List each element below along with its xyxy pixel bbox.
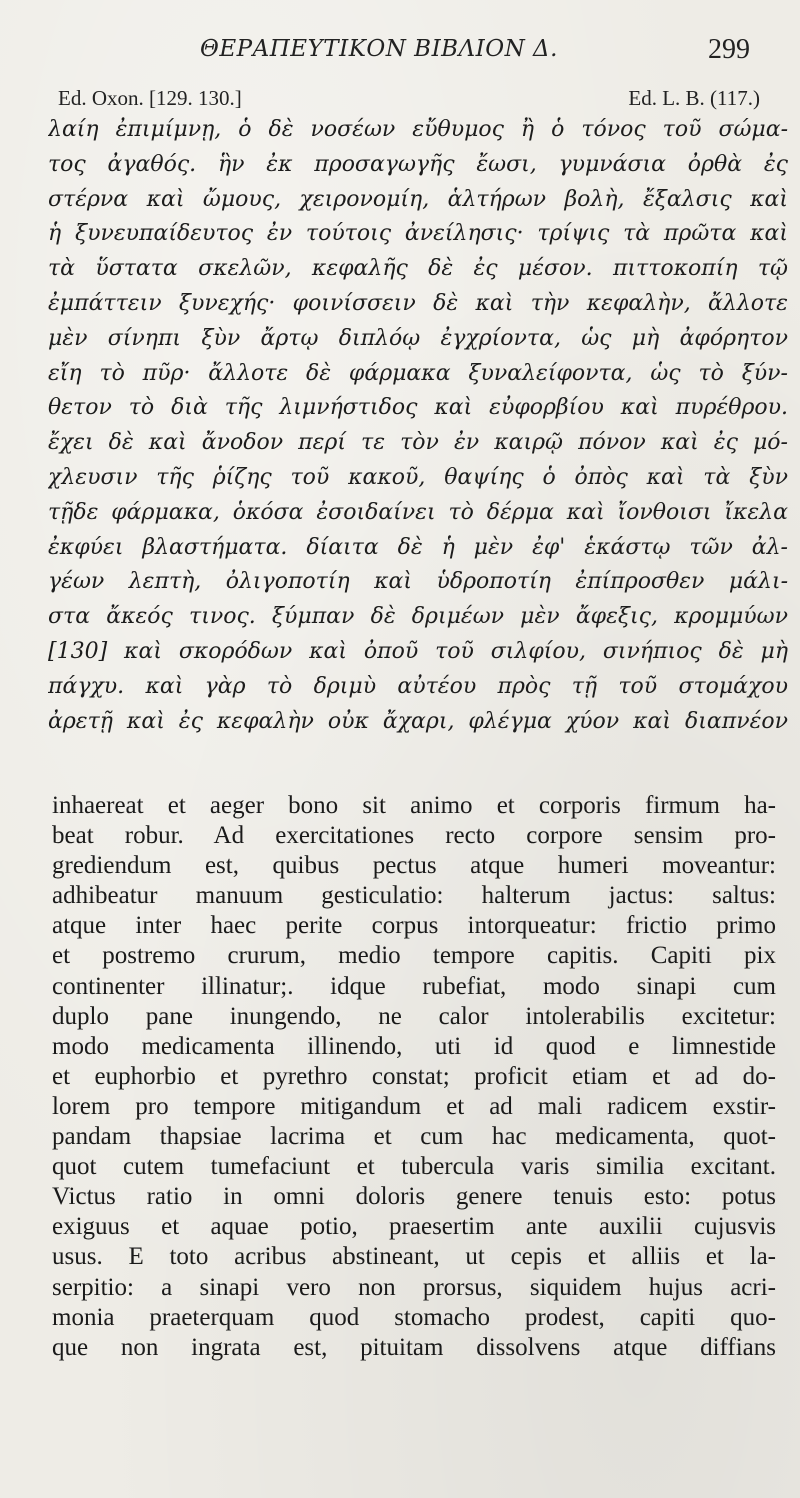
latin-line: que non ingrata est, pituitam dissolvens atque diffians — [52, 1333, 776, 1361]
latin-line: continenter illinatur;. idque rubefiat, modo sinapi cum — [52, 972, 776, 1000]
greek-line: ἐμπάττειν ξυνεχής· φοινίσσειν δὲ καὶ τὴν κεφαλὴν, ἄλλοτε — [48, 290, 788, 316]
latin-line: pandam thapsiae lacrima et cum hac medicamenta, quot- — [52, 1123, 776, 1151]
latin-line: lorem pro tempore mitigandum et ad mali radicem exstir- — [52, 1092, 776, 1120]
greek-text-block — [48, 113, 788, 739]
running-title: ΘΕΡΑΠΕΥΤΙΚΟΝ ΒΙΒΛΙΟΝ Δ. — [200, 36, 558, 62]
greek-line: τος ἀγαθός. ἣν ἐκ προσαγωγῆς ἔωσι, γυμνάσια ὀρθὰ ἐς — [48, 151, 788, 177]
greek-line: θετον τὸ διὰ τῆς λιμνήστιδος καὶ εὐφορβίου καὶ πυρέθρου. — [48, 395, 788, 421]
latin-line: et euphorbio et pyrethro constat; proficit etiam et ad do- — [52, 1062, 776, 1090]
edition-references — [58, 86, 760, 116]
greek-line: γέων λεπτὴ, ὀλιγοποτίη καὶ ὑδροποτίη ἐπίπροσθεν μάλι- — [48, 569, 788, 595]
latin-line: duplo pane inungendo, ne calor intolerabilis excitetur: — [52, 1002, 776, 1030]
greek-line: στέρνα καὶ ὤμους, χειρονομίη, ἁλτήρων βολὴ, ἔξαλσις καὶ — [48, 186, 788, 212]
greek-line: ἔχει δὲ καὶ ἄνοδον περί τε τὸν ἐν καιρῷ πόνον καὶ ἐς μό- — [48, 430, 788, 456]
greek-line: στα ἄκεός τινος. ξύμπαν δὲ δριμέων μὲν ἄφεξις, κρομμύων — [48, 604, 788, 630]
latin-line: adhibeatur manuum gesticulatio: halterum jactus: saltus: — [52, 882, 776, 910]
greek-line: μὲν σίνηπι ξὺν ἄρτῳ διπλόῳ ἐγχρίοντα, ὡς μὴ ἀφόρητον — [48, 325, 788, 351]
page-number: 299 — [708, 34, 750, 65]
greek-line: τὰ ὕστατα σκελῶν, κεφαλῆς δὲ ἐς μέσον. πιττοκοπίη τῷ — [48, 256, 788, 282]
latin-line: exiguus et aquae potio, praesertim ante auxilii cujusvis — [52, 1213, 776, 1241]
latin-line: grediendum est, quibus pectus atque humeri moveantur: — [52, 852, 776, 880]
latin-line: serpitio: a sinapi vero non prorsus, siquidem hujus acri- — [52, 1273, 776, 1301]
latin-text-block — [52, 791, 776, 1363]
greek-line: ἀρετῇ καὶ ἐς κεφαλὴν οὐκ ἄχαρι, φλέγμα χύον καὶ διαπνέον — [48, 708, 788, 734]
latin-line: atque inter haec perite corpus intorqueatur: frictio primo — [52, 912, 776, 940]
greek-line: λαίη ἐπιμίμνῃ, ὁ δὲ νοσέων εὔθυμος ἢ ὁ τόνος τοῦ σώμα- — [48, 117, 788, 142]
latin-line: Victus ratio in omni doloris genere tenuis esto: potus — [52, 1183, 776, 1211]
latin-line: beat robur. Ad exercitationes recto corpore sensim pro- — [52, 822, 776, 850]
greek-line: πάγχυ. καὶ γὰρ τὸ δριμὺ αὐτέου πρὸς τῇ τοῦ στομάχου — [48, 673, 788, 699]
edition-oxon-reference: Ed. Oxon. [129. 130.] — [58, 86, 242, 110]
greek-line: εἴη τὸ πῦρ· ἄλλοτε δὲ φάρμακα ξυναλείφοντα, ὡς τὸ ξύν- — [48, 360, 788, 386]
latin-line: monia praeterquam quod stomacho prodest, capiti quo- — [52, 1303, 776, 1331]
latin-line: inhaereat et aeger bono sit animo et corporis firmum ha- — [52, 792, 776, 819]
latin-line: quot cutem tumefaciunt et tubercula varis similia excitant. — [52, 1153, 776, 1181]
greek-line: τῇδε φάρμακα, ὁκόσα ἐσοιδαίνει τὸ δέρμα καὶ ἴονθοισι ἴκελα — [48, 499, 788, 525]
latin-line: modo medicamenta illinendo, uti id quod e limnestide — [52, 1032, 776, 1060]
greek-line: ἐκφύει βλαστήματα. δίαιτα δὲ ἡ μὲν ἐφ' ἑκάστῳ τῶν ἀλ- — [48, 534, 788, 560]
greek-line: ἡ ξυνευπαίδευτος ἐν τούτοις ἀνείλησις· τρίψις τὰ πρῶτα καὶ — [48, 221, 788, 247]
greek-line: χλευσιν τῆς ῥίζης τοῦ κακοῦ, θαψίης ὁ ὀπὸς καὶ τὰ ξὺν — [48, 464, 788, 490]
latin-line: et postremo crurum, medio tempore capitis. Capiti pix — [52, 942, 776, 970]
latin-line: usus. E toto acribus abstineant, ut cepis et alliis et la- — [52, 1243, 776, 1271]
greek-line: [130] καὶ σκορόδων καὶ ὀποῦ τοῦ σιλφίου, σινήπιος δὲ μὴ — [48, 638, 788, 664]
edition-lb-reference: Ed. L. B. (117.) — [628, 86, 760, 110]
